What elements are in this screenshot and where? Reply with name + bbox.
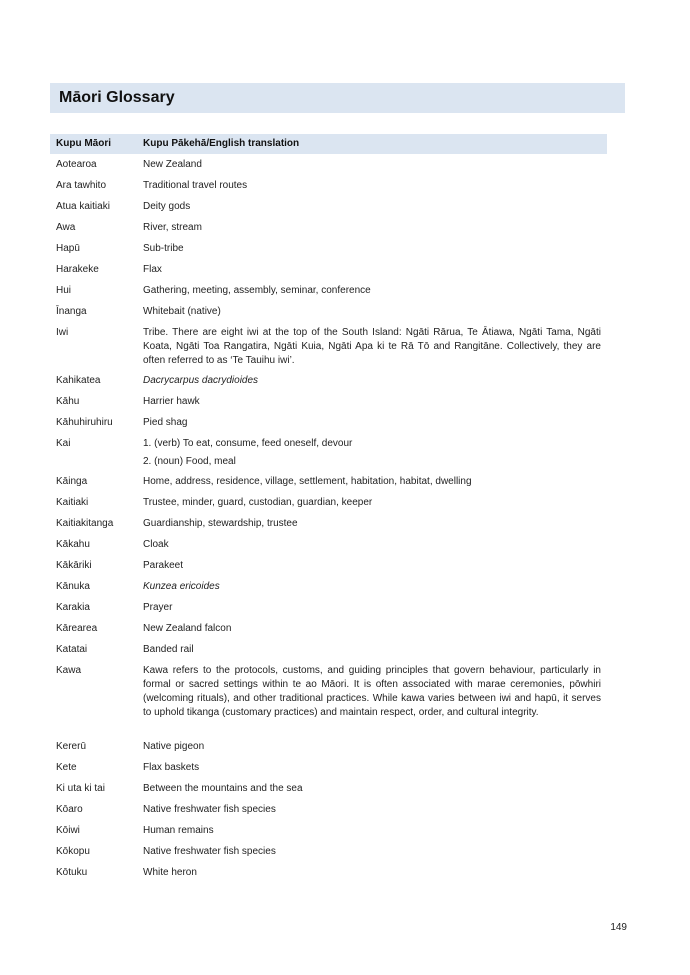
term-cell: Kaitiakitanga: [56, 518, 114, 529]
table-header: [50, 134, 607, 154]
table-row: [50, 757, 607, 778]
definition-cell: [143, 643, 607, 660]
term-cell: Karakia: [56, 602, 90, 613]
table-row: [50, 639, 607, 660]
term-cell: Awa: [56, 222, 76, 233]
definition-text: Sub-tribe: [143, 243, 184, 254]
definition-text: Deity gods: [143, 201, 191, 212]
definition-cell: [143, 200, 607, 217]
definition-cell: [143, 263, 607, 280]
definition-cell: [143, 475, 607, 492]
definition-cell: [143, 158, 607, 175]
definition-text: Gathering, meeting, assembly, seminar, conference: [143, 285, 371, 296]
definition-cell: [143, 179, 607, 196]
definition-text: Banded rail: [143, 644, 194, 655]
definition-text: Traditional travel routes: [143, 180, 248, 191]
definition-cell: [143, 866, 607, 883]
definition-text: Kawa refers to the protocols, customs, and guiding principles that govern behaviour, particularly in formal or sacred settings within te ao Māori. It is often associated with marae ceremonies, pōwhiri (welcoming rituals), and other traditional practices. While kawa varies between iwi and hapū, it serves to uphold tikanga (customary practices) and maintain respect, order, and cultural integrity.: [143, 665, 601, 718]
table-row: [50, 618, 607, 639]
definition-text: Tribe. There are eight iwi at the top of the South Island: Ngāti Rārua, Te Ātiawa, Ngāti Tama, Ngāti Koata, Ngāti Toa Rangatira, Ngāti Kuia, Ngāti Apa ki te Rā Tō and Rangitāne. Collectively, they are often referred to as ‘Te Tauihu iwi’.: [143, 327, 601, 366]
term-cell: Hapū: [56, 243, 80, 254]
definition-cell: [143, 496, 607, 513]
definition-cell: [143, 326, 607, 370]
definition-cell: [143, 538, 607, 555]
definition-text: New Zealand falcon: [143, 623, 232, 634]
table-row: [50, 576, 607, 597]
term-cell: Kete: [56, 762, 77, 773]
term-cell: Kānuka: [56, 581, 90, 592]
definition-text: Cloak: [143, 539, 169, 550]
term-cell: Harakeke: [56, 264, 99, 275]
definition-cell: [143, 517, 607, 534]
term-cell: Kārearea: [56, 623, 98, 634]
definition-cell: [143, 782, 607, 799]
definition-cell: [143, 374, 607, 391]
table-row: [50, 736, 607, 757]
definition-text: Flax baskets: [143, 762, 200, 773]
definition-text: 1. (verb) To eat, consume, feed oneself, devour: [143, 438, 353, 449]
definition-text: Native pigeon: [143, 741, 205, 752]
table-row: [50, 238, 607, 259]
term-cell: Ki uta ki tai: [56, 783, 105, 794]
term-cell: Hui: [56, 285, 72, 296]
term-cell: Kāhuhiruhiru: [56, 417, 113, 428]
table-row: [50, 154, 607, 175]
term-cell: Kai: [56, 438, 71, 449]
table-row: [50, 534, 607, 555]
table-row: [50, 555, 607, 576]
page-number: 149: [610, 922, 627, 933]
term-cell: Kāhu: [56, 396, 80, 407]
term-cell: Kōtuku: [56, 867, 88, 878]
term-cell: Katatai: [56, 644, 88, 655]
definition-cell: [143, 601, 607, 618]
definition-cell: [143, 824, 607, 841]
term-cell: Kākahu: [56, 539, 90, 550]
col-header-maori: Kupu Māori: [56, 138, 111, 149]
table-row: [50, 217, 607, 238]
definition-text: New Zealand: [143, 159, 202, 170]
definition-cell: [143, 221, 607, 238]
term-cell: Kāinga: [56, 476, 88, 487]
table-row: [50, 778, 607, 799]
term-cell: Kōiwi: [56, 825, 80, 836]
definition-cell: [143, 559, 607, 576]
definition-text: Kunzea ericoides: [143, 581, 220, 592]
col-header-english: Kupu Pākehā/English translation: [143, 138, 300, 149]
definition-text: River, stream: [143, 222, 202, 233]
table-row: [50, 370, 607, 391]
table-row: [50, 412, 607, 433]
definition-cell: [143, 395, 607, 412]
term-cell: Aotearoa: [56, 159, 97, 170]
definition-text: Native freshwater fish species: [143, 804, 276, 815]
definition-text: Pied shag: [143, 417, 188, 428]
definition-cell: [143, 284, 607, 301]
table-row: [50, 259, 607, 280]
term-cell: Kahikatea: [56, 375, 101, 386]
term-cell: Kākāriki: [56, 560, 92, 571]
definition-text: Native freshwater fish species: [143, 846, 276, 857]
definition-text: Between the mountains and the sea: [143, 783, 303, 794]
definition-cell: [143, 416, 607, 433]
table-row: [50, 660, 607, 736]
term-cell: Kōaro: [56, 804, 83, 815]
table-row: [50, 175, 607, 196]
table-row: [50, 799, 607, 820]
table-row: [50, 820, 607, 841]
definition-cell: [143, 845, 607, 862]
definition-text: Dacrycarpus dacrydioides: [143, 375, 259, 386]
page-heading: Māori Glossary: [50, 83, 625, 113]
table-row: [50, 322, 607, 370]
term-cell: Ara tawhito: [56, 180, 107, 191]
term-cell: Kōkopu: [56, 846, 90, 857]
table-row: [50, 301, 607, 322]
table-row: [50, 471, 607, 492]
table-row: [50, 597, 607, 618]
term-cell: Atua kaitiaki: [56, 201, 110, 212]
definition-text-secondary: 2. (noun) Food, meal: [143, 456, 236, 467]
definition-text: Guardianship, stewardship, trustee: [143, 518, 298, 529]
definition-cell: [143, 622, 607, 639]
table-row: [50, 280, 607, 301]
definition-text: Home, address, residence, village, settlement, habitation, habitat, dwelling: [143, 476, 472, 487]
definition-cell: [143, 580, 607, 597]
definition-text: Prayer: [143, 602, 173, 613]
definition-text: Parakeet: [143, 560, 184, 571]
term-cell: Kaitiaki: [56, 497, 89, 508]
term-cell: Iwi: [56, 327, 69, 338]
definition-text: Whitebait (native): [143, 306, 221, 317]
table-row: [50, 391, 607, 412]
definition-cell: [143, 664, 607, 736]
glossary-table: [50, 134, 607, 883]
definition-cell: [143, 305, 607, 322]
definition-text: Trustee, minder, guard, custodian, guardian, keeper: [143, 497, 373, 508]
table-body: [50, 154, 607, 883]
definition-text: Human remains: [143, 825, 214, 836]
definition-text: Harrier hawk: [143, 396, 200, 407]
table-row: [50, 196, 607, 217]
definition-cell: [143, 437, 607, 471]
definition-cell: [143, 242, 607, 259]
definition-cell: [143, 803, 607, 820]
table-row: [50, 513, 607, 534]
definition-text: White heron: [143, 867, 197, 878]
table-row: [50, 492, 607, 513]
definition-text: Flax: [143, 264, 162, 275]
table-row: [50, 862, 607, 883]
table-row: [50, 841, 607, 862]
table-row: [50, 433, 607, 471]
term-cell: Īnanga: [56, 306, 87, 317]
term-cell: Kawa: [56, 665, 82, 676]
term-cell: Kererū: [56, 741, 87, 752]
definition-cell: [143, 740, 607, 757]
definition-cell: [143, 761, 607, 778]
